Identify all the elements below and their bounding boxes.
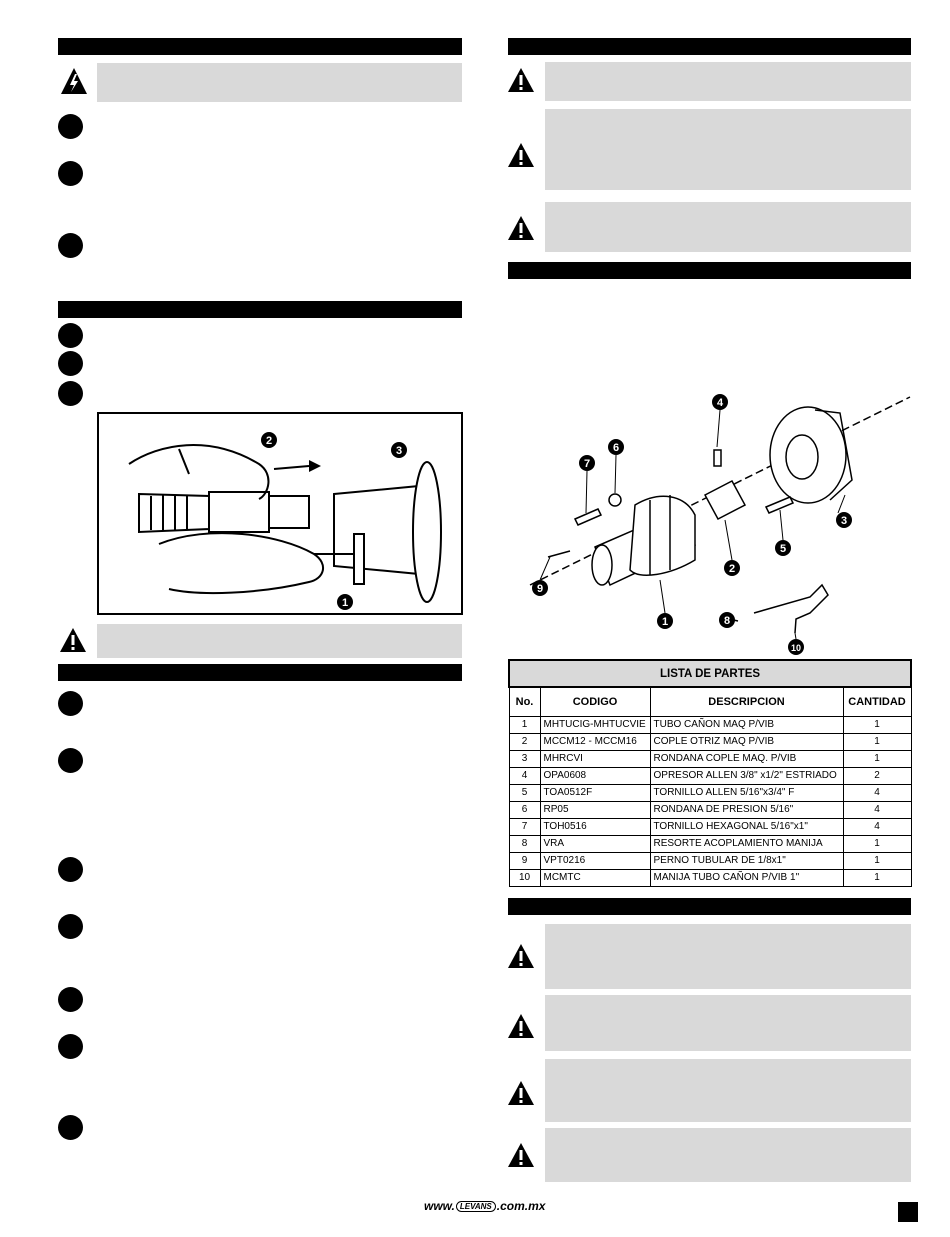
section-bar-left-3 (58, 664, 462, 681)
table-row (509, 819, 911, 836)
section-bar-right-3 (508, 898, 911, 915)
part-quantity: 1 (843, 717, 911, 734)
warning-triangle-icon (507, 66, 535, 94)
step-bullet (58, 114, 83, 139)
part-quantity: 1 (843, 836, 911, 853)
diagram-label-6: 6 (612, 442, 620, 454)
brand-logo: LEVANS (456, 1201, 496, 1212)
step-bullet (58, 857, 83, 882)
column-header-no: No. (509, 687, 540, 717)
warning-triangle-icon (59, 626, 87, 654)
part-code: VPT0216 (540, 853, 650, 870)
diagram-label-3: 3 (840, 515, 848, 527)
part-description: OPRESOR ALLEN 3/8" x1/2" ESTRIADO (650, 768, 843, 785)
warning-triangle-icon (507, 214, 535, 242)
part-quantity: 4 (843, 819, 911, 836)
table-row (509, 717, 911, 734)
part-description: TUBO CAÑON MAQ P/VIB (650, 717, 843, 734)
table-row (509, 734, 911, 751)
parts-list-table (508, 659, 912, 887)
part-code: TOA0512F (540, 785, 650, 802)
warning-panel (545, 924, 911, 989)
diagram-label-8: 8 (723, 615, 731, 627)
part-description: RONDANA DE PRESION 5/16" (650, 802, 843, 819)
warning-triangle-icon (507, 1012, 535, 1040)
exploded-parts-diagram (510, 385, 920, 655)
shock-warning-panel (97, 63, 462, 102)
part-description: TORNILLO ALLEN 5/16"x3/4" F (650, 785, 843, 802)
table-row (509, 853, 911, 870)
step-bullet (58, 914, 83, 939)
part-description: RONDANA COPLE MAQ. P/VIB (650, 751, 843, 768)
column-header-codigo: CODIGO (540, 687, 650, 717)
part-quantity: 1 (843, 734, 911, 751)
warning-triangle-icon (507, 141, 535, 169)
part-no: 4 (509, 768, 540, 785)
step-bullet (58, 323, 83, 348)
column-header-descripcion: DESCRIPCION (650, 687, 843, 717)
table-row (509, 768, 911, 785)
part-no: 8 (509, 836, 540, 853)
diagram-label-2: 2 (728, 563, 736, 575)
photo-label-2: 2 (265, 435, 273, 447)
step-bullet (58, 1115, 83, 1140)
warning-panel (545, 202, 911, 252)
warning-panel (97, 624, 462, 658)
assembly-drawing (99, 414, 461, 613)
part-quantity: 1 (843, 853, 911, 870)
diagram-label-4: 4 (716, 397, 724, 409)
part-description: RESORTE ACOPLAMIENTO MANIJA (650, 836, 843, 853)
footer-website[interactable] (424, 1199, 545, 1213)
part-description: PERNO TUBULAR DE 1/8x1" (650, 853, 843, 870)
part-no: 3 (509, 751, 540, 768)
part-code: RP05 (540, 802, 650, 819)
part-description: TORNILLO HEXAGONAL 5/16"x1" (650, 819, 843, 836)
part-quantity: 1 (843, 751, 911, 768)
warning-triangle-icon (507, 1141, 535, 1169)
step-bullet (58, 351, 83, 376)
warning-triangle-icon (507, 1079, 535, 1107)
diagram-label-7: 7 (583, 458, 591, 470)
photo-label-3: 3 (395, 445, 403, 457)
parts-list-title: LISTA DE PARTES (509, 660, 911, 687)
warning-panel (545, 109, 911, 190)
table-row (509, 870, 911, 887)
page-marker (898, 1202, 918, 1222)
diagram-label-1: 1 (661, 616, 669, 628)
part-code: MCCM12 - MCCM16 (540, 734, 650, 751)
part-code: TOH0516 (540, 819, 650, 836)
part-code: OPA0608 (540, 768, 650, 785)
part-no: 10 (509, 870, 540, 887)
part-quantity: 2 (843, 768, 911, 785)
footer-url-suffix: .com.mx (496, 1199, 546, 1213)
diagram-label-5: 5 (779, 543, 787, 555)
section-bar-left-2 (58, 301, 462, 318)
part-code: MHRCVI (540, 751, 650, 768)
part-code: MCMTC (540, 870, 650, 887)
step-bullet (58, 691, 83, 716)
step-bullet (58, 233, 83, 258)
part-no: 9 (509, 853, 540, 870)
table-row (509, 785, 911, 802)
part-no: 5 (509, 785, 540, 802)
part-no: 1 (509, 717, 540, 734)
part-no: 2 (509, 734, 540, 751)
section-bar-left-1 (58, 38, 462, 55)
part-description: MANIJA TUBO CAÑON P/VIB 1" (650, 870, 843, 887)
table-row (509, 751, 911, 768)
diagram-label-9: 9 (536, 583, 544, 595)
step-bullet (58, 1034, 83, 1059)
footer-url-prefix: www. (424, 1199, 455, 1213)
part-quantity: 1 (843, 870, 911, 887)
step-bullet (58, 161, 83, 186)
part-no: 6 (509, 802, 540, 819)
part-description: COPLE OTRIZ MAQ P/VIB (650, 734, 843, 751)
part-quantity: 4 (843, 785, 911, 802)
step-bullet (58, 748, 83, 773)
assembly-illustration (97, 412, 463, 615)
warning-triangle-icon (507, 942, 535, 970)
column-header-cantidad: CANTIDAD (843, 687, 911, 717)
electric-shock-icon (59, 66, 89, 96)
section-bar-right-2 (508, 262, 911, 279)
diagram-label-10: 10 (790, 643, 802, 653)
step-bullet (58, 987, 83, 1012)
step-bullet (58, 381, 83, 406)
table-row (509, 802, 911, 819)
warning-panel (545, 1059, 911, 1122)
part-quantity: 4 (843, 802, 911, 819)
warning-panel (545, 995, 911, 1051)
warning-panel (545, 62, 911, 101)
part-code: MHTUCIG-MHTUCVIE (540, 717, 650, 734)
part-no: 7 (509, 819, 540, 836)
section-bar-right-1 (508, 38, 911, 55)
warning-panel (545, 1128, 911, 1182)
photo-label-1: 1 (341, 597, 349, 609)
part-code: VRA (540, 836, 650, 853)
table-row (509, 836, 911, 853)
